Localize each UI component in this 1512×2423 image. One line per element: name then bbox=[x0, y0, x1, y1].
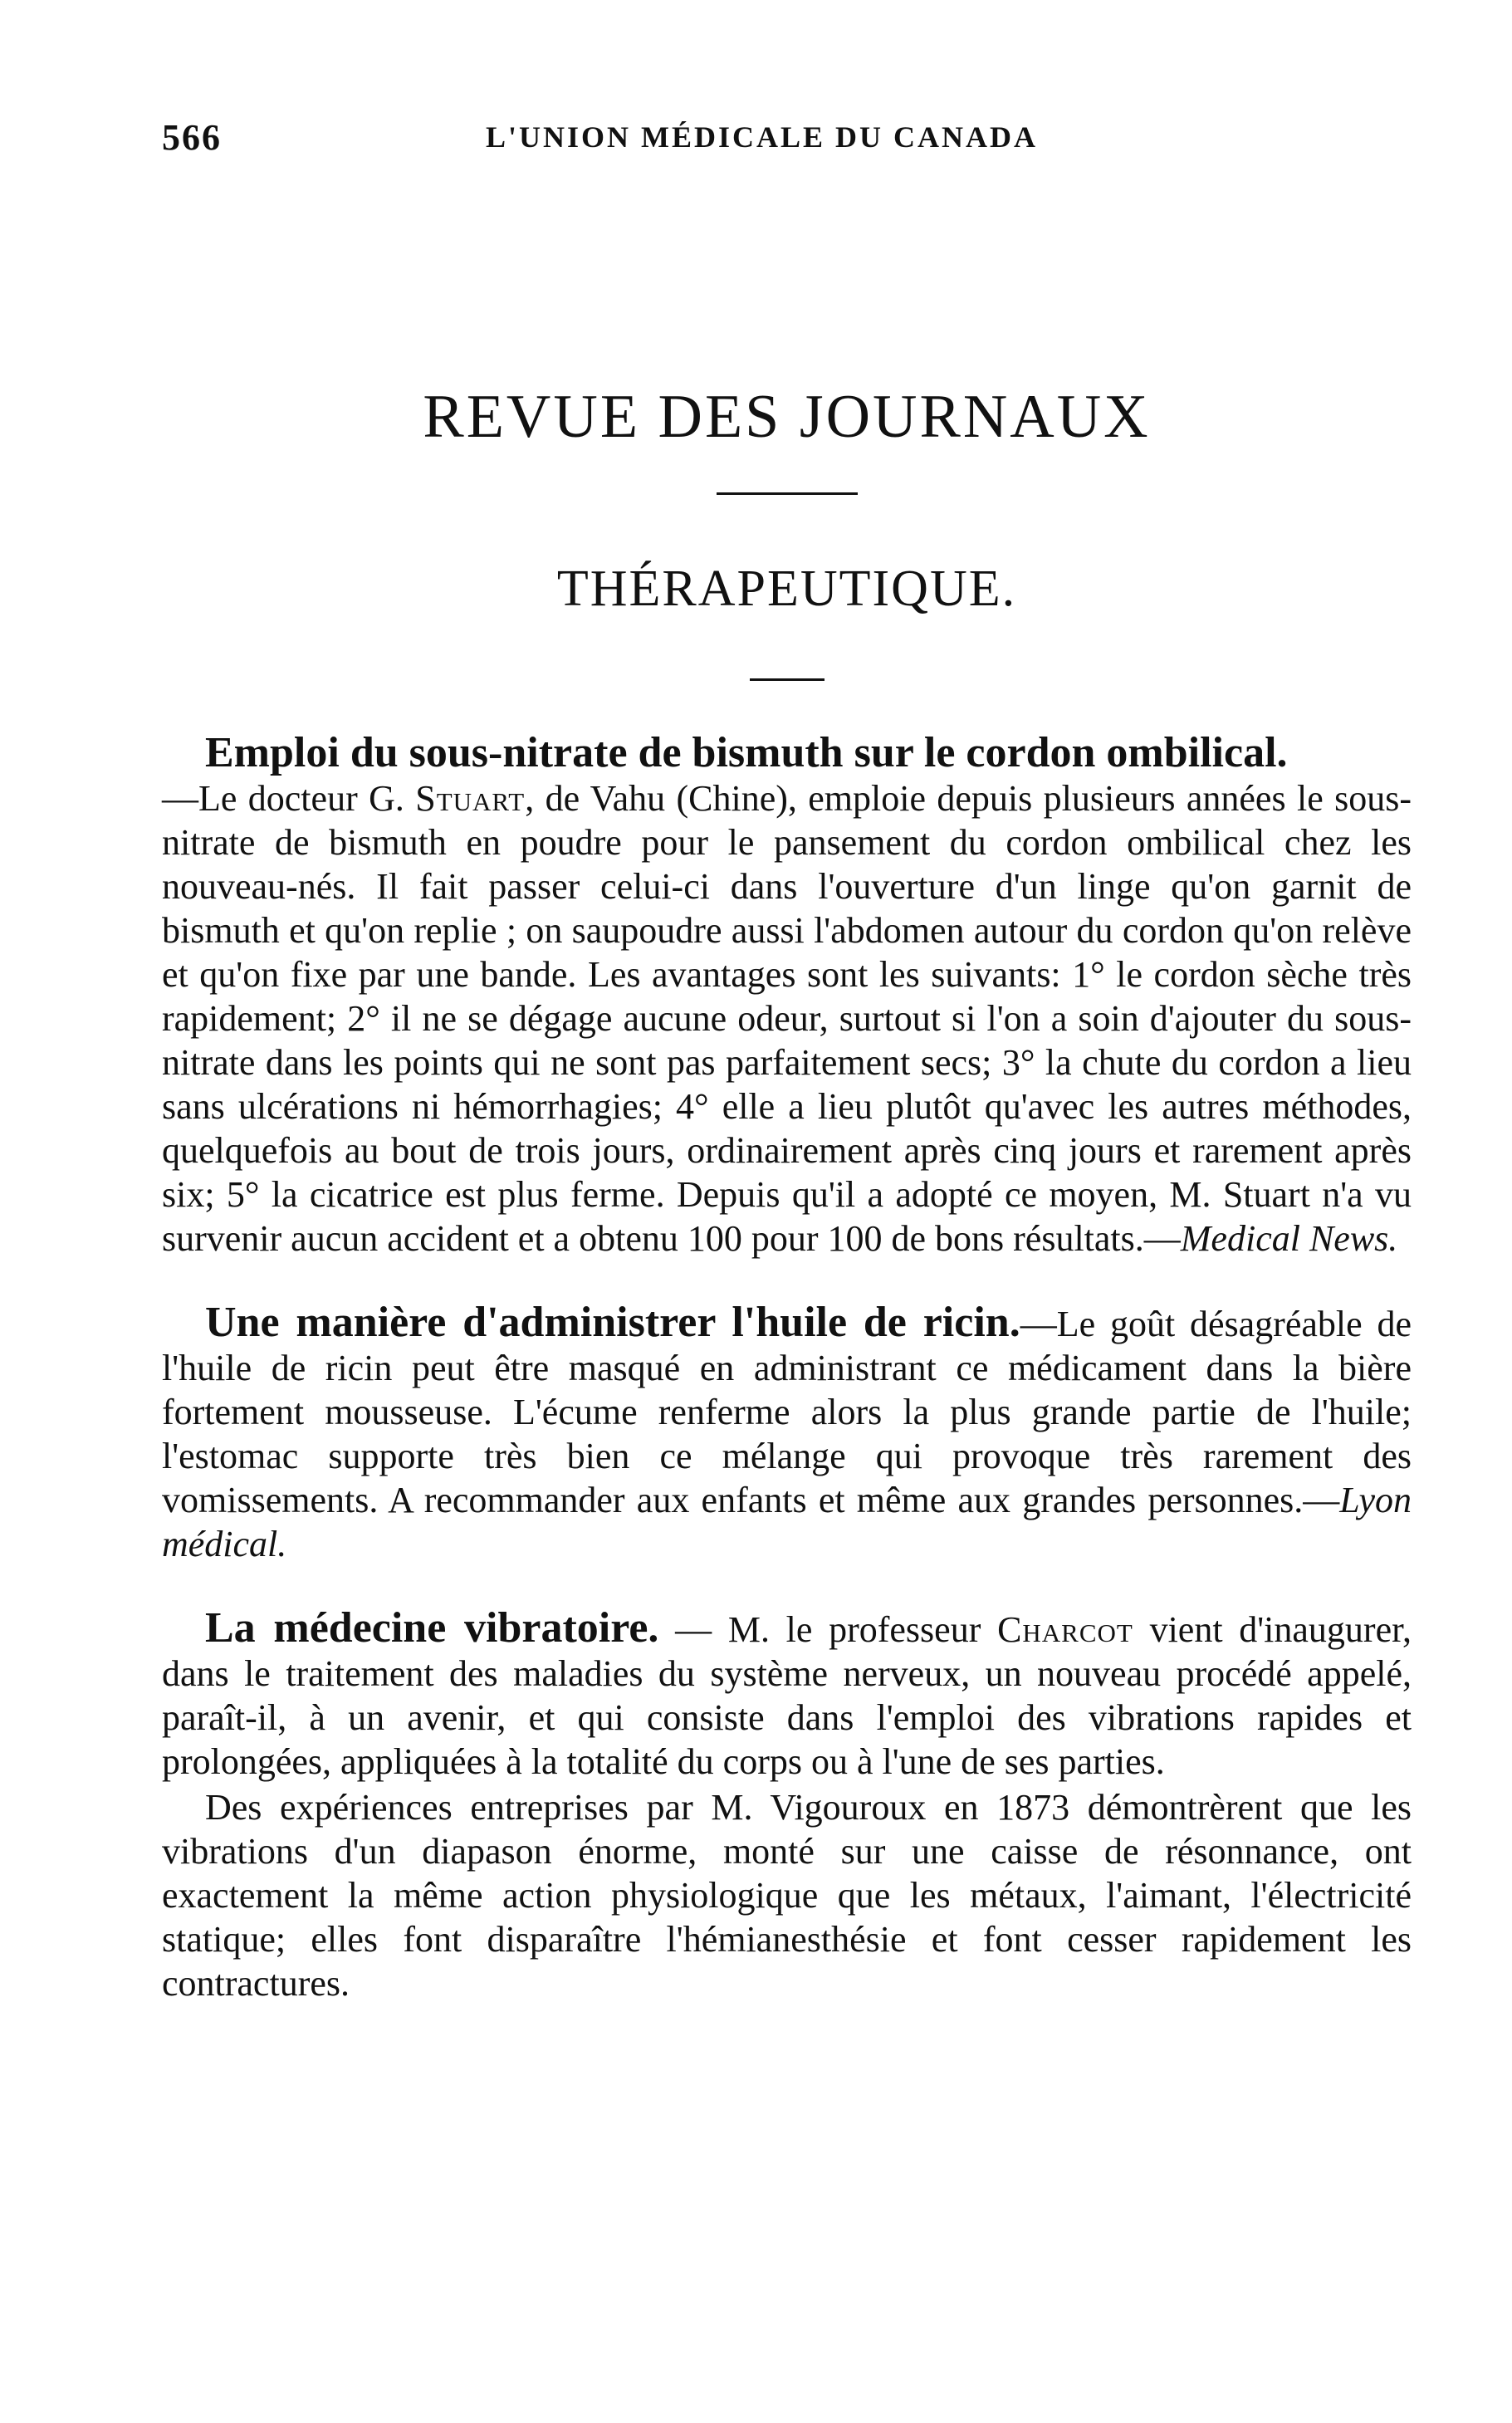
page-number: 566 bbox=[162, 117, 222, 158]
article-text: vient d'inaugurer, dans le traitement des maladies du système nerveux, un nouveau procédé appelé, paraît-il, à un avenir, et qui consiste dans l'emploi des vibrations rapides et prolongées, appliquées à la totalité du corps ou à l'une de ses parties. bbox=[162, 1609, 1412, 1782]
article-ricin bbox=[162, 1300, 1412, 1566]
title-divider bbox=[717, 492, 858, 495]
author-name: Charcot bbox=[997, 1609, 1133, 1650]
article-text: , de Vahu (Chine), emploie depuis plusieurs années le sous-nitrate de bismuth en poudre pour le pansement du cordon ombilical chez les nouveau-nés. Il fait passer celui-ci dans l'ouverture d'un linge qu'on garnit de bismuth et qu'on replie ; on saupoudre aussi l'abdomen autour du cordon qu'on relève et qu'on fixe par une bande. Les avantages sont les suivants: 1° le cordon sèche très rapidement; 2° il ne se dégage aucune odeur, surtout si l'on a soin d'ajouter du sous-nitrate dans les points qui ne sont pas parfaitement secs; 3° la chute du cordon a lieu sans ulcérations ni hémorrhagies; 4° elle a lieu plutôt qu'avec les autres méthodes, quelquefois au bout de trois jours, ordinairement après cinq jours et rarement après six; 5° la cicatrice est plus ferme. Depuis qu'il a adopté ce moyen, M. Stuart n'a vu survenir aucun accident et a obtenu 100 pour 100 de bons résultats.— bbox=[162, 778, 1412, 1259]
article-title: Emploi du sous-nitrate de bismuth sur le cordon ombilical. bbox=[205, 729, 1288, 776]
article-source: Medical News. bbox=[1180, 1218, 1398, 1259]
running-head bbox=[162, 100, 1412, 158]
article-title: La médecine vibratoire. bbox=[205, 1604, 659, 1652]
article-text: —Le docteur G. bbox=[162, 778, 416, 819]
journal-page bbox=[162, 100, 1412, 2005]
subsection-title: THÉRAPEUTIQUE. bbox=[556, 560, 1017, 617]
article-vibratoire bbox=[162, 1606, 1412, 1784]
journal-name: L'UNION MÉDICALE DU CANADA bbox=[486, 120, 1039, 154]
article-bismuth bbox=[162, 731, 1412, 1260]
author-name: Stuart bbox=[415, 778, 526, 819]
subsection-divider bbox=[750, 678, 825, 681]
section-title: REVUE DES JOURNAUX bbox=[423, 383, 1151, 451]
article-text: — M. le professeur bbox=[658, 1609, 998, 1650]
article-source: Lyon médical. bbox=[162, 1480, 1412, 1564]
article-text: —Le goût désagréable de l'huile de ricin peut être masqué en administrant ce médicament dans la bière fortement mousseuse. L'écume renferme alors la plus grande partie de l'huile; l'estomac supporte très bien ce mélange qui provoque très rarement des vomissements. A recommander aux enfants et même aux grandes personnes.— bbox=[162, 1304, 1412, 1520]
article-vibratoire-paragraph-2: Des expériences entreprises par M. Vigouroux en 1873 démontrèrent que les vibrations d'un diapason énorme, monté sur une caisse de résonnance, ont exactement la même action physiologique que les métaux, l'aimant, l'électricité statique; elles font disparaître l'hémianesthésie et font cesser rapidement les contractures. bbox=[162, 1787, 1412, 2004]
article-title: Une manière d'administrer l'huile de ricin. bbox=[205, 1299, 1020, 1346]
